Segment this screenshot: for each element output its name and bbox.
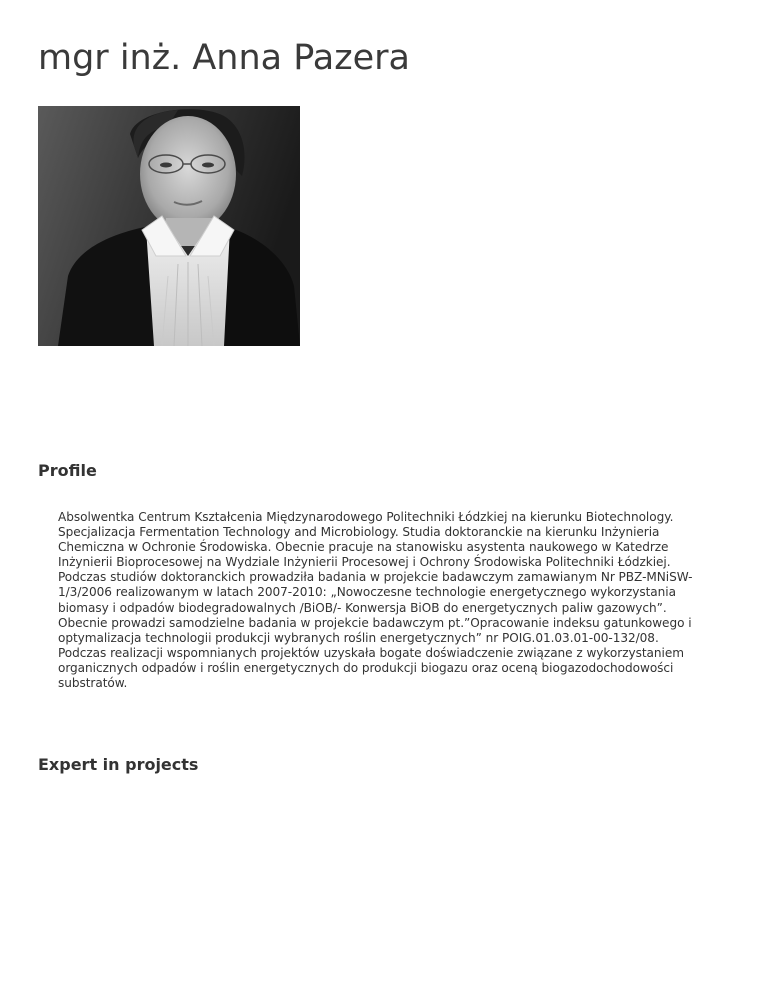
page-title: mgr inż. Anna Pazera — [38, 38, 410, 78]
expert-in-projects-heading: Expert in projects — [38, 755, 199, 774]
profile-body-text: Absolwentka Centrum Kształcenia Międzynarodowego Politechniki Łódzkiej na kierunku Biotechnology. Specjalizacja Fermentation Technology and Microbiology. Studia doktoranckie na kierunku Inżynieria Chemiczna w Ochronie Środowiska. Obecnie pracuje na stanowisku asystenta naukowego w Katedrze Inżynierii Bioprocesowej na Wydziale Inżynierii Procesowej i Ochrony Środowiska Politechniki Łódzkiej. Podczas studiów doktoranckich prowadziła badania w projekcie badawczym zamawianym Nr PBZ-MNiSW-1/3/2006 realizowanym w latach 2007-2010: „Nowoczesne technologie energetycznego wykorzystania biomasy i odpadów biodegradowalnych /BiOB/- Konwersja BiOB do energetycznych paliw gazowych”. Obecnie prowadzi samodzielne badania w projekcie badawczym pt.”Opracowanie indeksu gatunkowego i optymalizacja technologii produkcji wybranych roślin energetycznych” nr POIG.01.03.01-00-132/08. Podczas realizacji wspomnianych projektów uzyskała bogate doświadczenie związane z wykorzystaniem organicznych odpadów i roślin energetycznych do produkcji biogazu oraz oceną biogazodochodowości substratów. — [58, 510, 693, 691]
portrait-photo — [38, 106, 300, 346]
profile-heading: Profile — [38, 461, 97, 480]
